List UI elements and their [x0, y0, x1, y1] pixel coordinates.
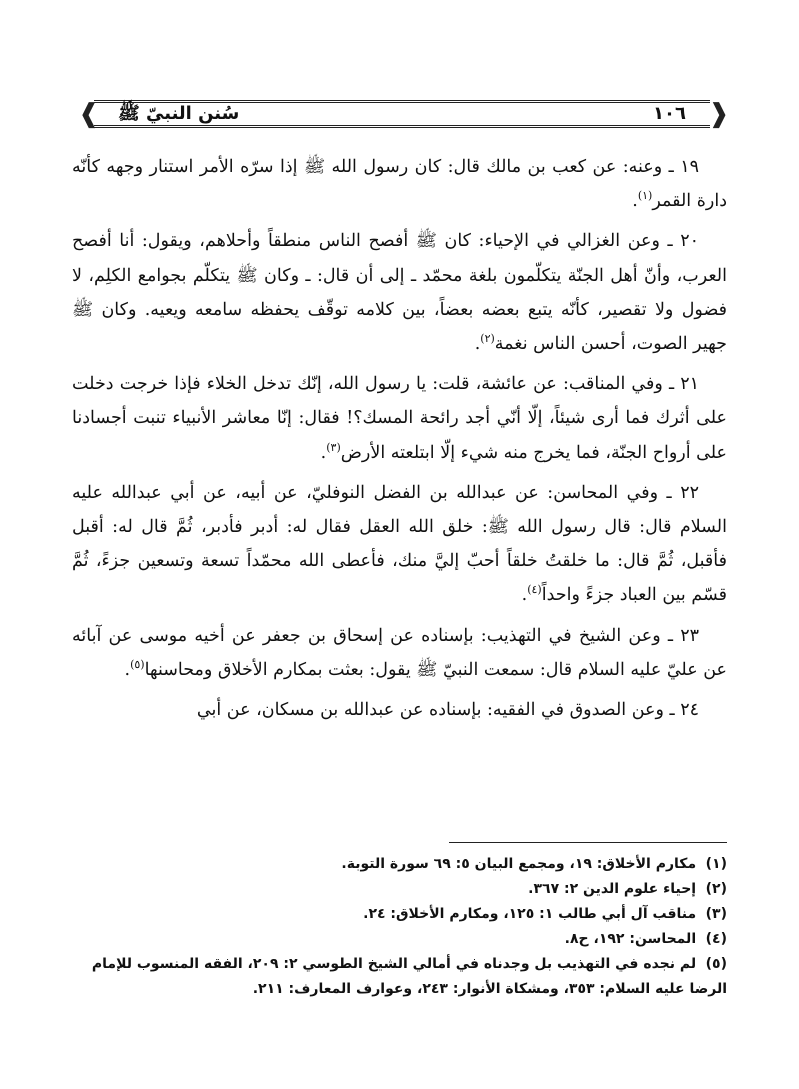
paragraph-23	[72, 619, 727, 687]
paragraph-tail: .	[124, 659, 131, 680]
footnotes	[72, 852, 727, 1002]
page-header	[78, 94, 730, 134]
footnote-2	[72, 877, 727, 902]
paragraph-tail: .	[521, 585, 528, 606]
footnote-ref: (٤)	[527, 583, 542, 597]
footnote-5	[72, 952, 727, 1002]
page-number: ١٠٦	[653, 103, 686, 124]
paragraph-22	[72, 476, 727, 613]
footnote-label: (٣)	[705, 906, 727, 922]
paragraph-text: ١٩ ـ وعنه: عن كعب بن مالك قال: كان رسول الله ﷺ إذا سرّه الأمر استنار وجهه كأنّه دارة القمر	[72, 157, 727, 212]
paragraph-text: ٢٣ ـ وعن الشيخ في التهذيب: بإسناده عن إسحاق بن جعفر عن أخيه موسى عن آبائه عن عليّ عليه السلام قال: سمعت النبيّ ﷺ يقول: بعثت بمكارم الأخلاق ومحاسنها	[72, 625, 727, 680]
footnote-text: مكارم الأخلاق: ١٩، ومجمع البيان ٥: ٦٩ سورة التوبة.	[341, 856, 697, 872]
paragraph-text: ٢٢ ـ وفي المحاسن: عن عبدالله بن الفضل النوفليّ، عن أبيه، عن أبي عبدالله عليه السلام قال: قال رسول الله ﷺ: خلق الله العقل فقال له: أدبر فأدبر، ثُمَّ قال له: أقبل فأقبل، ثُمَّ قال: ما خلقتُ خلقاً أحبّ إليَّ منك، فأعطى الله محمّداً تسعة وتسعين جزءً، ثُمَّ قسّم بين العباد جزءً واحداً	[72, 482, 727, 606]
footnote-3	[72, 902, 727, 927]
paragraph-21	[72, 367, 727, 470]
footnote-text: المحاسن: ١٩٢، ح٨.	[564, 931, 697, 947]
footnote-1	[72, 852, 727, 877]
paragraph-text: ٢١ ـ وفي المناقب: عن عائشة، قلت: يا رسول الله، إنّك تدخل الخلاء فإذا خرجت دخلت على أثرك فما أرى شيئاً، إلّا أنّي أجد رائحة المسك؟! فقال: إنّا معاشر الأنبياء تنبت أجسادنا على أرواح الجنّة، فما يخرج منه شيء إلّا ابتلعته الأرض	[72, 374, 727, 463]
paragraph-tail: .	[474, 334, 481, 355]
footnote-label: (١)	[705, 856, 727, 872]
footnote-label: (٢)	[705, 881, 727, 897]
footnote-4	[72, 927, 727, 952]
footnote-ref: (١)	[637, 189, 653, 203]
running-title: سُنن النبيّ ﷺ	[118, 103, 240, 124]
footnote-divider	[449, 842, 727, 843]
footnote-ref: (٢)	[480, 332, 495, 346]
footnote-text: إحياء علوم الدين ٢: ٣٦٧.	[528, 881, 697, 897]
paragraph-19	[72, 150, 727, 218]
footnote-text: لم نجده في التهذيب بل وجدناه في أمالي الشيخ الطوسي ٢: ٢٠٩، الفقه المنسوب للإمام الرضا عليه السلام: ٣٥٣، ومشكاة الأنوار: ٢٤٣، وعوارف المعارف: ٢١١.	[91, 956, 727, 997]
footnote-text: مناقب آل أبي طالب ١: ١٢٥، ومكارم الأخلاق: ٢٤.	[363, 906, 697, 922]
footnote-label: (٤)	[705, 931, 727, 947]
header-right-ornament-icon: ❱	[708, 99, 730, 129]
footnote-ref: (٥)	[130, 658, 145, 672]
paragraph-24	[72, 693, 727, 727]
paragraph-text: ٢٤ ـ وعن الصدوق في الفقيه: بإسناده عن عبدالله بن مسكان، عن أبي	[196, 700, 699, 721]
footnote-ref: (٣)	[326, 440, 341, 454]
paragraph-tail: .	[632, 191, 638, 212]
footnote-label: (٥)	[705, 956, 727, 972]
paragraph-tail: .	[320, 442, 327, 463]
main-text	[72, 150, 727, 733]
header-left-ornament-icon: ❰	[78, 99, 100, 129]
paragraph-text: ٢٠ ـ وعن الغزالي في الإحياء: كان ﷺ أفصح الناس منطقاً وأحلاهم، ويقول: أنا أفصح العرب، وأنّ أهل الجنّة يتكلّمون بلغة محمّد ـ إلى أن قال: ـ وكان ﷺ يتكلّم بجوامع الكلِم، لا فضول ولا تقصير، كأنّه يتبع بعضه بعضاً، بين كلامه توقّف يحفظه سامعه ويعيه. وكان ﷺ جهير الصوت، أحسن الناس نغمة	[72, 231, 727, 355]
paragraph-20	[72, 224, 727, 361]
